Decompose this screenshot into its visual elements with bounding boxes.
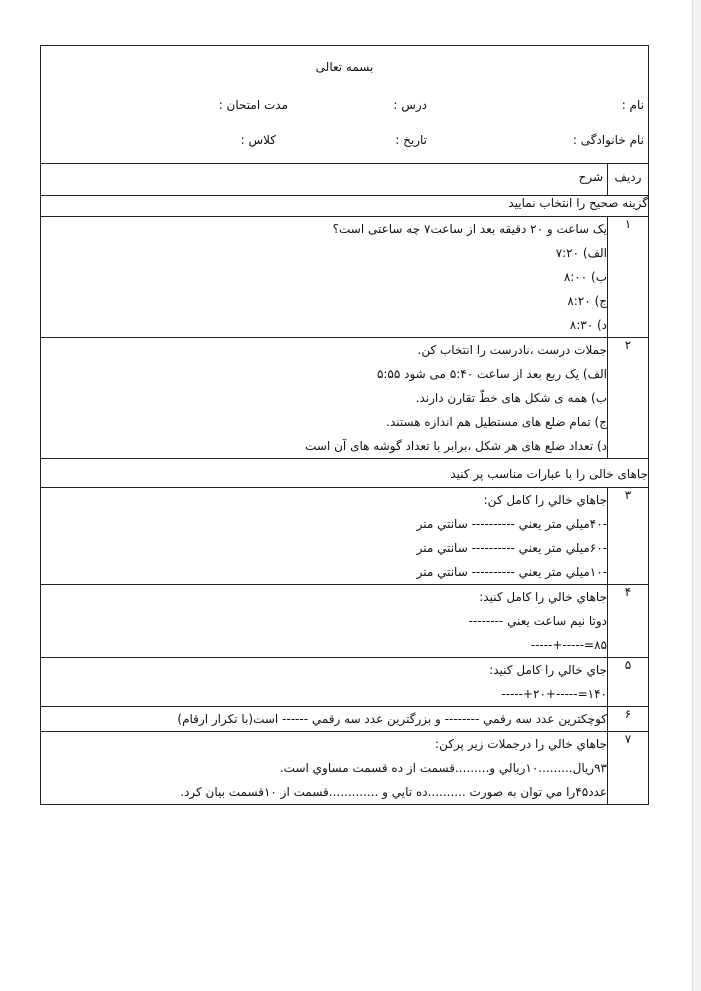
question-text: جاهاي خالي را درجملات زير پركن: bbox=[435, 737, 607, 751]
option-d: د) ۸:۳۰ bbox=[569, 318, 607, 332]
family-name-label: نام خانوادگی : bbox=[572, 133, 644, 147]
question-number: ۴ bbox=[608, 585, 649, 658]
question-text: یک ساعت و ۲۰ دقیقه بعد از ساعت۷ چه ساعتی است؟ bbox=[332, 222, 607, 236]
column-header-desc: شرح bbox=[41, 164, 608, 196]
question-number: ۲ bbox=[608, 338, 649, 459]
question-text: جاي خالي را كامل كنيد: bbox=[489, 663, 607, 677]
question-number: ۳ bbox=[608, 488, 649, 585]
header-title: بسمه تعالی bbox=[315, 60, 374, 74]
question-text: جملات درست ،نادرست را انتخاب کن. bbox=[417, 343, 607, 357]
option-b: ب) ۸:۰۰ bbox=[563, 270, 607, 284]
duration-label: مدت امتحان : bbox=[218, 98, 288, 112]
question-7 bbox=[41, 732, 608, 805]
statement-b: ب) همه ی شکل های خطّ تقارن دارند. bbox=[415, 391, 607, 405]
blank-line: -۶۰ميلي متر يعني ---------- سانتي متر bbox=[416, 541, 607, 555]
blank-line: دوتا نيم ساعت يعني -------- bbox=[468, 614, 607, 628]
question-number: ۵ bbox=[608, 658, 649, 707]
blank-line: ۱۴۰=-----+۲۰+----- bbox=[501, 687, 607, 701]
blank-line: ۹۳ريال.........۱۰ريالي و.........قسمت از ده قسمت مساوي است. bbox=[279, 761, 607, 775]
lesson-label: درس : bbox=[393, 98, 427, 112]
question-number: ۷ bbox=[608, 732, 649, 805]
statement-d: د) تعداد ضلع های هر شکل ،برابر با تعداد گوشه های آن است bbox=[305, 439, 607, 453]
section-heading-multiple-choice: گزینه صحیح را انتخاب نمایید bbox=[41, 196, 649, 217]
blank-line: -۴۰ميلي متر يعني ---------- سانتي متر bbox=[416, 517, 607, 531]
date-label: تاریخ : bbox=[395, 133, 427, 147]
class-label: کلاس : bbox=[240, 133, 276, 147]
blank-line: ۸۵=-----+----- bbox=[530, 638, 607, 652]
question-6 bbox=[41, 707, 608, 732]
statement-c: ج) تمام ضلع های مستطیل هم اندازه هستند. bbox=[386, 415, 607, 429]
statement-a: الف) یک ربع بعد از ساعت ۵:۴۰ می شود ۵:۵۵ bbox=[376, 367, 607, 381]
section-heading-fill-blanks: جاهای خالی را با عبارات مناسب پر کنید bbox=[41, 459, 649, 488]
exam-header bbox=[41, 46, 649, 164]
option-c: ج) ۸:۲۰ bbox=[567, 294, 607, 308]
question-number: ۶ bbox=[608, 707, 649, 732]
column-header-row: ردیف bbox=[608, 164, 649, 196]
question-3 bbox=[41, 488, 608, 585]
question-text: جاهاي خالي را كامل كن: bbox=[483, 493, 607, 507]
blank-line: عدد۴۵را مي توان به صورت ..........ده تايي و .............قسمت از ۱۰قسمت بيان كرد. bbox=[180, 785, 607, 799]
question-4 bbox=[41, 585, 608, 658]
question-text: كوچكترين عدد سه رقمي -------- و بزرگترين عدد سه رقمي ------ است(با تكرار ارقام) bbox=[177, 712, 607, 726]
name-label: نام : bbox=[621, 98, 644, 112]
question-2 bbox=[41, 338, 608, 459]
vertical-scrollbar[interactable] bbox=[692, 0, 701, 991]
question-text: جاهاي خالي را كامل كنيد: bbox=[479, 590, 607, 604]
exam-sheet bbox=[40, 45, 649, 805]
question-1 bbox=[41, 217, 608, 338]
question-number: ۱ bbox=[608, 217, 649, 338]
option-a: الف) ۷:۲۰ bbox=[555, 246, 607, 260]
blank-line: -۱۰ميلي متر يعني ---------- سانتي متر bbox=[416, 565, 607, 579]
question-5 bbox=[41, 658, 608, 707]
